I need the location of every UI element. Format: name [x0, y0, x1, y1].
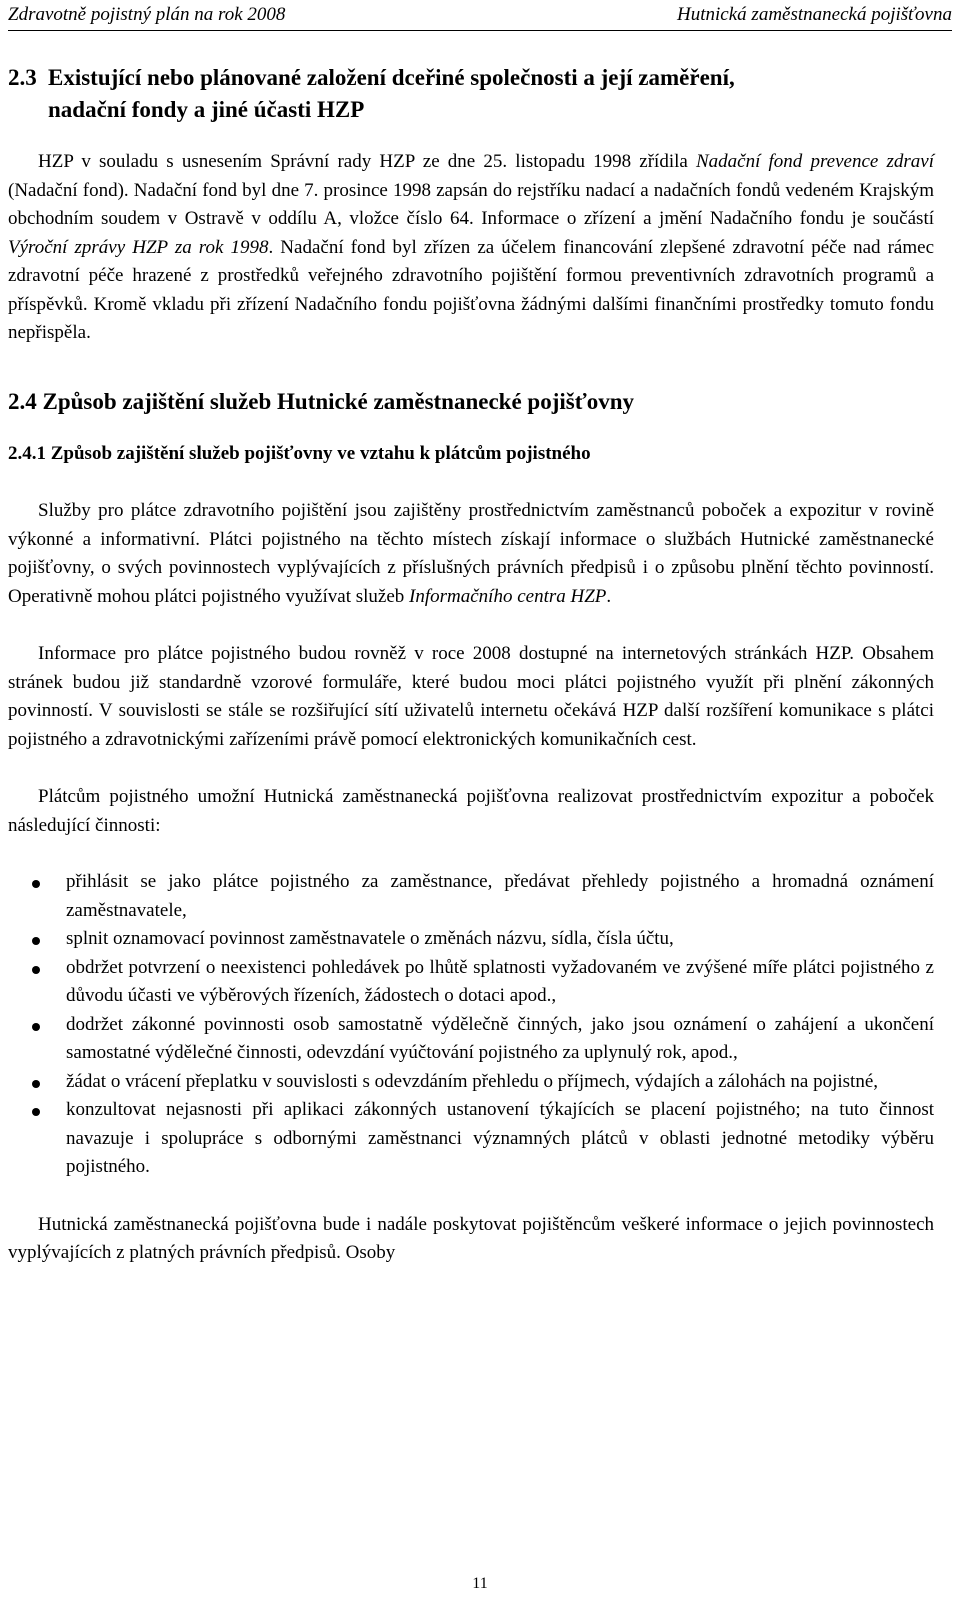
section-2-4-1-heading: 2.4.1 Způsob zajištění služeb pojišťovny ve vztahu k plátcům pojistného — [8, 442, 591, 464]
section-title-line2: nadační fondy a jiné účasti HZP — [48, 97, 365, 122]
paragraph-foundation — [8, 148, 934, 348]
page-content — [8, 62, 934, 1268]
header-company-name: Hutnická zaměstnanecká pojišťovna — [677, 4, 952, 25]
list-item — [8, 925, 934, 954]
list-item — [8, 1068, 934, 1097]
text-run: . Nadační fond byl zřízen za účelem financování zlepšené zdravotní péče nad rámec zdravotní péče hrazené z prostředků veřejného zdravotního pojištění formou preventivních zdravotních programů a příspěvků. Kromě vkladu při zřízení Nadačního fondu pojišťovna žádnými dalšími finančními prostředky tomuto fondu nepřispěla. — [8, 236, 934, 343]
list-item — [8, 1011, 934, 1068]
activities-list — [8, 868, 934, 1182]
bullet-icon — [32, 1108, 40, 1116]
bullet-icon — [32, 937, 40, 945]
page-header — [8, 0, 952, 31]
paragraph-internet: Informace pro plátce pojistného budou rovněž v roce 2008 dostupné na internetových stránkách HZP. Obsahem stránek budou již standardně vzorové formuláře, které budou moci plátci pojistného využít při plnění zákonných povinností. V souvislosti se stále se rozšiřující sítí uživatelů internetu očekává HZP další rozšíření komunikace s plátci pojistného a zdravotnickými zařízeními právě pomocí elektronických komunikačních cest. — [8, 643, 934, 750]
list-item-text: přihlásit se jako plátce pojistného za zaměstnance, předávat přehledy pojistného a hromadná oznámení zaměstnavatele, — [66, 871, 934, 921]
text-run-italic: Nadační fond prevence zdraví — [695, 151, 934, 172]
page-number: 11 — [472, 1575, 488, 1592]
text-run: . — [606, 585, 612, 607]
paragraph-services — [8, 497, 934, 611]
list-item — [8, 954, 934, 1011]
paragraph-activities-intro: Plátcům pojistného umožní Hutnická zaměstnanecká pojišťovna realizovat prostřednictvím expozitur a poboček následující činnosti: — [8, 786, 934, 836]
paragraph-information: Hutnická zaměstnanecká pojišťovna bude i nadále poskytovat pojištěncům veškeré informace o jejich povinnostech vyplývajících z platných právních předpisů. Osoby — [8, 1213, 934, 1263]
list-item-text: dodržet zákonné povinnosti osob samostatně výdělečně činných, jako jsou oznámení o zahájení a ukončení samostatné výdělečné činnosti, odevzdání vyúčtování pojistného za uplynulý rok, apod., — [66, 1013, 934, 1063]
text-run-italic: Výroční zprávy HZP za rok 1998 — [8, 236, 269, 258]
bullet-icon — [32, 1023, 40, 1031]
section-2-4-heading: 2.4 Způsob zajištění služeb Hutnické zaměstnanecké pojišťovny — [8, 388, 634, 414]
list-item-text: splnit oznamovací povinnost zaměstnavatele o změnách názvu, sídla, čísla účtu, — [66, 928, 674, 949]
bullet-icon — [32, 1080, 40, 1088]
list-item — [8, 1096, 934, 1182]
text-run: Služby pro plátce zdravotního pojištění jsou zajištěny prostřednictvím zaměstnanců poboček a expozitur v rovině výkonné a informativní. Plátci pojistného na těchto místech získají informace o službách Hutnické zaměstnanecké pojišťovny, o svých povinnostech vyplývajících z příslušných právních předpisů i o způsobu plnění těchto povinností. Operativně mohou plátci pojistného využívat služeb — [8, 500, 934, 607]
list-item-text: obdržet potvrzení o neexistenci pohledávek po lhůtě splatnosti vyžadovaném ve zvýšené míře plátci pojistného z důvodu účasti ve výběrových řízeních, žádostech o dotaci apod., — [66, 956, 934, 1006]
bullet-icon — [32, 966, 40, 974]
section-2-3-heading — [8, 62, 934, 126]
text-run-italic: Informačního centra HZP — [409, 585, 607, 607]
section-title-line1: Existující nebo plánované založení dceřiné společnosti a její zaměření, — [48, 65, 735, 90]
section-number: 2.3 — [8, 65, 37, 90]
text-run: (Nadační fond). Nadační fond byl dne 7. prosince 1998 zapsán do rejstříku nadací a nadačních fondů vedeném Krajským obchodním soudem v Ostravě v oddílu A, vložce číslo 64. Informace o zřízení a jmění Nadačního fondu je součástí — [8, 179, 934, 229]
list-item-text: žádat o vrácení přeplatku v souvislosti s odevzdáním přehledu o příjmech, výdajích a zálohách na pojistné, — [66, 1070, 878, 1092]
bullet-icon — [32, 880, 40, 888]
header-document-title: Zdravotně pojistný plán na rok 2008 — [8, 4, 286, 25]
list-item-text: konzultovat nejasnosti při aplikaci zákonných ustanovení týkajících se placení pojistného; na tuto činnost navazuje i spolupráce s odbornými zaměstnanci významných plátců v oblasti jednotné metodiky výběru pojistného. — [66, 1099, 934, 1177]
text-run: HZP v souladu s usnesením Správní rady HZP ze dne 25. listopadu 1998 zřídila — [38, 151, 696, 172]
list-item — [8, 868, 934, 925]
